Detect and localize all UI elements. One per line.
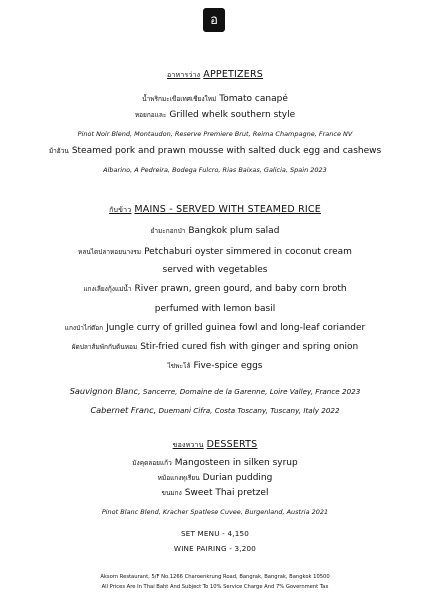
dish-name: Mangosteen in silken syrup (174, 458, 298, 468)
dish-oyster (0, 248, 430, 257)
dish-thai: ผัดปลาส้มพักกับต้นหอม (71, 343, 138, 351)
mains-thai: กับข้าว (109, 206, 132, 214)
wine-desserts: Pinot Blanc Blend, Kracher Spatlese Cuvee, Burgenland, Austria 2021 (101, 508, 329, 516)
mains-title: MAINS - SERVED WITH STEAMED RICE (134, 204, 321, 215)
dish-thai-pretzel (0, 489, 430, 498)
dish-thai: หอยกอและ (134, 111, 167, 119)
dish-name: Durian pudding (202, 473, 273, 483)
dish-thai: มังคุดลอยแก้ว (132, 459, 172, 467)
dish-steamed-pork (0, 147, 430, 156)
desserts-title: DESSERTS (206, 439, 258, 450)
footer-tax-note: All Prices Are In Thai Baht And Subject To 10% Service Charge And 7% Government Tax (101, 584, 329, 590)
dish-name: Petchaburi oyster simmered in coconut cream (144, 247, 352, 257)
wine-appetizers-2: Albarino, A Pedreira, Bodega Fulcro, Rias Baixas, Galicia, Spain 2023 (103, 166, 327, 174)
dish-river-prawn (0, 285, 430, 294)
dish-name: Bangkok plum salad (188, 226, 280, 236)
desserts-heading (0, 440, 430, 450)
wine-grape: Cabernet Franc, (90, 405, 157, 415)
wine-appetizers-1: Pinot Noir Blend, Montaudon, Reserve Premiere Brut, Reima Champagne, France NV (77, 130, 353, 138)
set-menu-price: SET MENU - 4,150 (180, 529, 250, 538)
dish-name: Sweet Thai pretzel (184, 488, 269, 498)
wine-details: Sancerre, Domaine de la Garenne, Loire Valley, France 2023 (142, 387, 361, 396)
wine-details: Duemani Cifra, Costa Toscany, Tuscany, Italy 2022 (158, 406, 340, 415)
wine-grape: Sauvignon Blanc, (69, 386, 141, 396)
dish-name: Tomato canapé (219, 94, 288, 104)
dish-tomato-canape (0, 95, 430, 104)
dish-thai: หลนไตปลาหอยนางรม (78, 248, 142, 256)
dish-name: Steamed pork and prawn mousse with salted duck egg and cashews (71, 146, 382, 156)
wine-pairing-price: WINE PAIRING - 3,200 (173, 544, 257, 553)
wine-mains-1 (0, 387, 430, 395)
dish-thai: ขนมกง (161, 489, 182, 497)
restaurant-logo (203, 8, 225, 32)
dish-plum-salad (0, 227, 430, 236)
dish-thai: หม้อแกงทุเรียน (157, 474, 200, 482)
dish-thai: แกงป่าไก่ต๊อก (64, 324, 104, 332)
mains-heading (0, 205, 430, 215)
dish-thai: ไข่พะโล้ (167, 362, 191, 370)
dish-name: River prawn, green gourd, and baby corn broth (134, 284, 347, 294)
dish-name: Stir-fried cured fish with ginger and spring onion (140, 342, 359, 352)
wine-mains-2 (0, 406, 430, 414)
dish-name: Grilled whelk southern style (169, 110, 296, 120)
dish-oyster-cont: served with vegetables (162, 265, 268, 275)
dish-river-prawn-cont: perfumed with lemon basil (154, 304, 276, 314)
logo-glyph: อ (210, 12, 218, 28)
dish-name: Jungle curry of grilled guinea fowl and long-leaf coriander (106, 323, 366, 333)
dish-thai: ยำมะกอกป่า (150, 227, 186, 235)
appetizers-title: APPETIZERS (203, 69, 264, 80)
dish-thai: น้ำพริกมะเขือเทศเชียงใหม่ (142, 95, 217, 103)
dish-mangosteen (0, 459, 430, 468)
footer-address: Aksorn Restaurant, 5/F No.1266 Charoenkrung Road, Bangrak, Bangrak, Bangkok 10500 (100, 574, 330, 580)
appetizers-heading (0, 70, 430, 80)
dish-name: Five-spice eggs (193, 361, 263, 371)
dish-thai: ม้าฮ้วน (48, 147, 69, 155)
dish-five-spice-eggs (0, 362, 430, 371)
dish-thai: แกงเลียงกุ้งแม่น้ำ (83, 285, 132, 293)
dish-jungle-curry (0, 324, 430, 333)
dish-grilled-whelk (0, 111, 430, 120)
desserts-thai: ของหวาน (172, 441, 204, 449)
appetizers-thai: อาหารว่าง (166, 71, 201, 79)
dish-durian-pudding (0, 474, 430, 483)
dish-cured-fish (0, 343, 430, 352)
